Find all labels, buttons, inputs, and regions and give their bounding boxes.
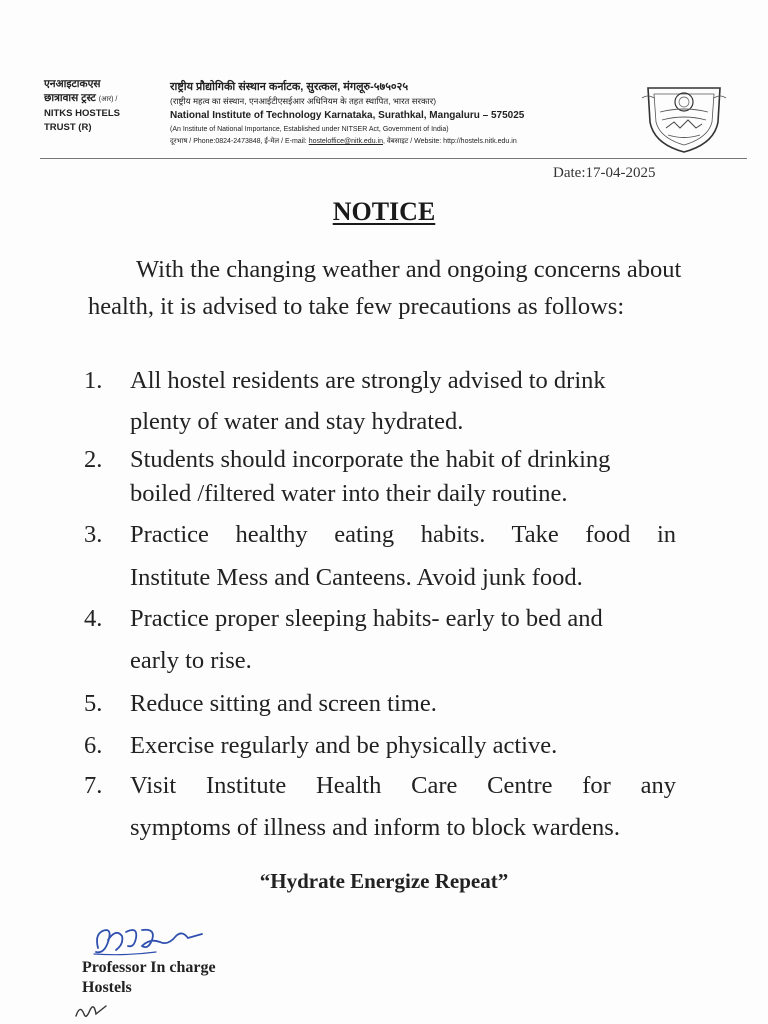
contact-phone: दूरभाष / Phone:0824-2473848, ई-मेल / E-mail: <box>170 138 309 145</box>
initials-icon <box>72 1000 112 1022</box>
list-item-line: boiled /filtered water into their daily routine. <box>130 480 568 507</box>
trust-name-english-2: TRUST (R) <box>44 122 92 133</box>
signatory-block <box>82 958 216 998</box>
list-item-line: plenty of water and stay hydrated. <box>130 408 464 435</box>
list-item-line: Students should incorporate the habit of drinking <box>130 446 611 473</box>
list-item-line: All hostel residents are strongly advised to drink <box>130 367 606 394</box>
institute-name-hindi: राष्ट्रीय प्रौद्योगिकी संस्थान कर्नाटक, सुरत्कल, मंगलूरु-५७५०२५ <box>170 81 409 93</box>
notice-slogan: “Hydrate Energize Repeat” <box>259 869 509 893</box>
list-item-line: Practice healthy eating habits. Take food in <box>130 521 676 548</box>
trust-name-english-1: NITKS HOSTELS <box>44 108 121 119</box>
institute-subtitle-english: (An Institute of National Importance, Established under NITSER Act, Government of India) <box>170 126 449 133</box>
notice-intro: With the changing weather and ongoing concerns about health, it is advised to take few precautions as follows: <box>88 256 682 320</box>
trust-name-hindi-2: छात्रावास ट्रस्ट <box>44 92 96 104</box>
institute-name-english: National Institute of Technology Karnataka, Surathkal, Mangaluru – 575025 <box>170 110 525 121</box>
contact-email-link[interactable]: hosteloffice@nitk.edu.in <box>308 138 383 145</box>
list-item-line: early to rise. <box>130 647 252 674</box>
list-item-line: Institute Mess and Canteens. Avoid junk food. <box>130 564 583 591</box>
signature-icon <box>86 922 216 962</box>
signatory-title: Professor In charge <box>82 959 216 976</box>
contact-website: , वेबसाइट / Website: http://hostels.nitk.edu.in <box>383 138 517 145</box>
trust-name-hindi-suffix: (आर) / <box>98 96 118 103</box>
trust-name-hindi-1: एनआइटाकएस <box>44 78 101 90</box>
list-item-number: 3. <box>84 521 103 548</box>
contact-line <box>170 136 630 148</box>
institute-header <box>170 79 630 148</box>
list-item-line: Practice proper sleeping habits- early to bed and <box>130 605 603 632</box>
list-item-number: 2. <box>84 446 103 473</box>
notice-title: NOTICE <box>332 197 436 226</box>
list-item-number: 6. <box>84 732 103 759</box>
trust-name-block <box>44 77 156 135</box>
notice-date: Date:17-04-2025 <box>553 165 656 181</box>
list-item-line: Reduce sitting and screen time. <box>130 690 437 717</box>
list-item-line: symptoms of illness and inform to block wardens. <box>130 814 620 841</box>
list-item-line: Visit Institute Health Care Centre for any <box>130 772 676 799</box>
list-item-number: 1. <box>84 367 103 394</box>
list-item-line: Exercise regularly and be physically active. <box>130 732 558 759</box>
list-item-number: 7. <box>84 772 103 799</box>
list-item-number: 5. <box>84 690 103 717</box>
list-item-number: 4. <box>84 605 103 632</box>
institute-emblem-icon <box>640 78 728 154</box>
institute-subtitle-hindi: (राष्ट्रीय महत्व का संस्थान, एनआईटीएसईआर अधिनियम के तहत स्थापित, भारत सरकार) <box>170 96 437 106</box>
letterhead-divider <box>40 158 747 159</box>
signatory-department: Hostels <box>82 979 132 996</box>
